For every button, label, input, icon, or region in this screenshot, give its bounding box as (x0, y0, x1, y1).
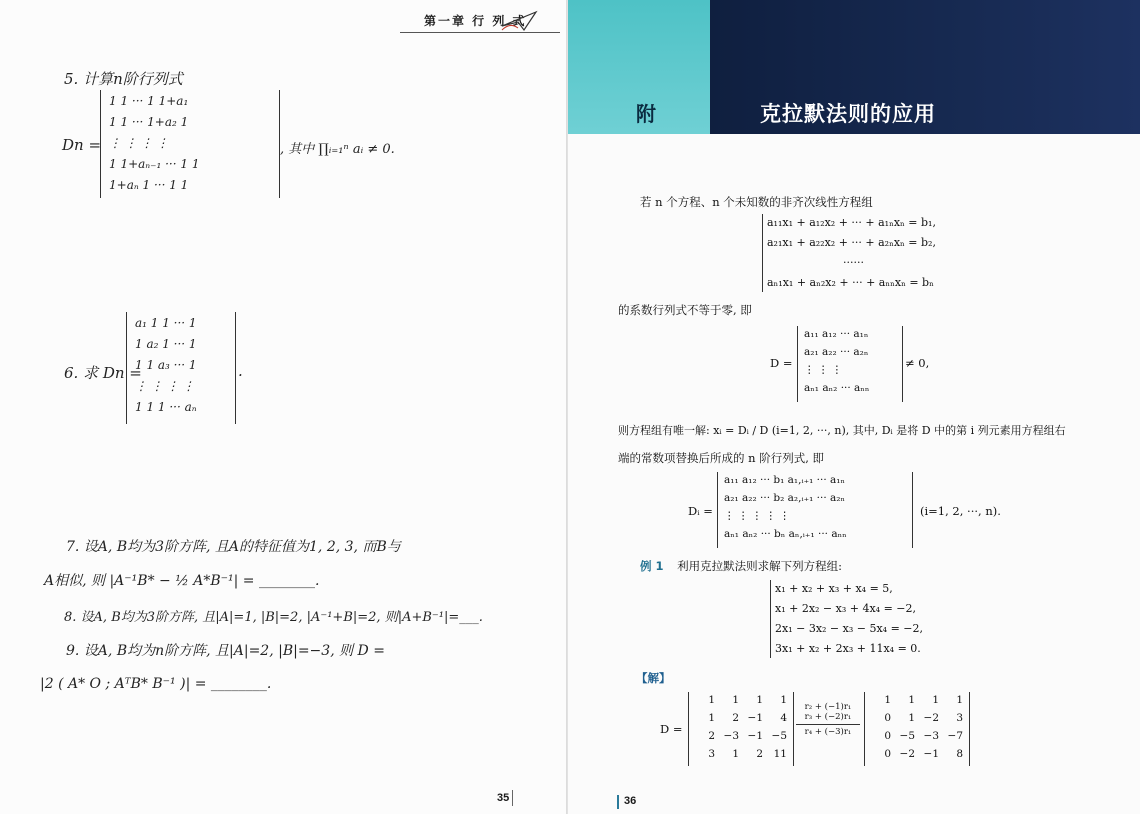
matrix-cell: 0 (884, 730, 891, 742)
row-operation: r₄ + (−3)r₁ (796, 724, 860, 737)
det-row: 1 a₂ 1 ··· 1 (135, 337, 197, 351)
matrix-cell: −3 (923, 730, 939, 742)
problem-8: 8. 设A, B均为3阶方阵, 且|A|=1, |B|=2, |A⁻¹+B|=2, 则|A+B⁻¹|=___. (64, 610, 483, 625)
page-number-rule (512, 790, 513, 806)
solution-matrix-1 (688, 692, 794, 766)
unique-solution-text: 则方程组有唯一解: xᵢ = Dᵢ / D (i=1, 2, ···, n), 其中, Dᵢ 是将 D 中的第 i 列元素用方程组右 (618, 424, 1066, 437)
equation-system (762, 214, 953, 292)
matrix-cell: 1 (908, 694, 915, 706)
equation: a₂₁x₁ + a₂₂x₂ + ··· + a₂ₙxₙ = b₂, (767, 236, 936, 249)
problem-5-condition: , 其中 ∏ᵢ₌₁ⁿ aᵢ ≠ 0. (280, 142, 395, 157)
paper-plane-icon (500, 8, 540, 34)
matrix-cell: 3 (708, 748, 715, 760)
matrix-cell: 3 (956, 712, 963, 724)
example-text: 利用克拉默法则求解下列方程组: (677, 559, 843, 573)
matrix-cell: 4 (780, 712, 787, 724)
matrix-cell: 1 (732, 694, 739, 706)
det-row: a₁₁ a₁₂ ··· b₁ a₁,ᵢ₊₁ ··· a₁ₙ (724, 474, 846, 486)
matrix-cell: 0 (884, 748, 891, 760)
solution-d-label: D = (660, 722, 683, 736)
row-operation: r₃ + (−2)r₁ (804, 712, 852, 722)
det-row: aₙ₁ aₙ₂ ··· bₙ aₙ,ᵢ₊₁ ··· aₙₙ (724, 528, 847, 540)
det-row: ⋮ ⋮ ⋮ ⋮ (109, 136, 169, 150)
matrix-cell: 11 (773, 748, 787, 760)
problem-6-end: . (238, 362, 243, 380)
det-row: 1+aₙ 1 ··· 1 1 (109, 178, 189, 192)
appendix-title: 克拉默法则的应用 (760, 102, 936, 126)
det-row: ⋮ ⋮ ⋮ ⋮ (135, 379, 195, 393)
equation: a₁₁x₁ + a₁₂x₂ + ··· + a₁ₙxₙ = b₁, (767, 216, 936, 229)
example-label: 例 1 (640, 559, 664, 573)
det-row: 1 1 a₃ ··· 1 (135, 358, 197, 372)
problem-5-label: Dn = (62, 136, 102, 154)
equation-ellipsis: ······ (843, 256, 864, 269)
det-row: a₂₁ a₂₂ ··· a₂ₙ (804, 346, 869, 358)
matrix-cell: 1 (732, 748, 739, 760)
matrix-cell: −2 (923, 712, 939, 724)
matrix-cell: 1 (780, 694, 787, 706)
intro-text: 若 n 个方程、n 个未知数的非齐次线性方程组 (640, 195, 873, 209)
matrix-cell: 1 (708, 712, 715, 724)
det-di-tail: (i=1, 2, ···, n). (920, 504, 1001, 518)
matrix-cell: 1 (908, 712, 915, 724)
matrix-cell: 1 (884, 694, 891, 706)
problem-5-title: 5. 计算n阶行列式 (64, 70, 183, 88)
matrix-cell: −5 (899, 730, 915, 742)
matrix-cell: −5 (771, 730, 787, 742)
matrix-cell: −7 (947, 730, 963, 742)
chapter-header: 第一章 行 列 式 (424, 14, 527, 28)
det-row: 1 1 ··· 1 1+a₁ (109, 94, 189, 108)
det-row: 1 1+aₙ₋₁ ··· 1 1 (109, 157, 200, 171)
problem-5-determinant (100, 90, 280, 198)
matrix-cell: 0 (884, 712, 891, 724)
left-page-number: 35 (497, 792, 510, 804)
row-operation: r₂ + (−1)r₁ (804, 702, 852, 712)
right-page-number: 36 (624, 795, 637, 807)
coefficient-text: 的系数行列式不等于零, 即 (618, 303, 752, 317)
matrix-cell: 2 (732, 712, 739, 724)
matrix-cell: −3 (723, 730, 739, 742)
example-system (770, 580, 941, 658)
det-d-label: D = (770, 356, 793, 370)
unique-solution-text-2: 端的常数项替换后所成的 n 阶行列式, 即 (618, 451, 825, 465)
det-di-label: Dᵢ = (688, 504, 713, 518)
example-heading (640, 558, 842, 574)
determinant-d (797, 326, 903, 402)
matrix-cell: 2 (756, 748, 763, 760)
determinant-di (717, 472, 913, 548)
det-row: 1 1 1 ··· aₙ (135, 400, 197, 414)
matrix-cell: −1 (747, 712, 763, 724)
problem-9-line-1: 9. 设A, B均为n阶方阵, 且|A|=2, |B|=−3, 则 D = (66, 643, 385, 659)
equation: x₁ + 2x₂ − x₃ + 4x₄ = −2, (775, 602, 917, 615)
problem-7-line-2: A相似, 则 |A⁻¹B* − ½ A*B⁻¹| = ________. (44, 573, 320, 589)
solution-matrix-2 (864, 692, 970, 766)
equation: aₙ₁x₁ + aₙ₂x₂ + ··· + aₙₙxₙ = bₙ (767, 276, 934, 289)
det-row: 1 1 ··· 1+a₂ 1 (109, 115, 189, 129)
problem-6-label: 6. 求 Dn = (64, 364, 142, 382)
matrix-cell: 8 (956, 748, 963, 760)
matrix-cell: 1 (708, 694, 715, 706)
det-row: ⋮ ⋮ ⋮ (804, 364, 843, 376)
matrix-cell: 2 (708, 730, 715, 742)
page-number-marker (617, 795, 619, 809)
det-row: ⋮ ⋮ ⋮ ⋮ ⋮ (724, 510, 790, 522)
appendix-label: 附 (636, 102, 656, 126)
equation: 2x₁ − 3x₂ − x₃ − 5x₄ = −2, (775, 622, 924, 635)
det-row: a₁₁ a₁₂ ··· a₁ₙ (804, 328, 869, 340)
matrix-cell: −1 (747, 730, 763, 742)
problem-7-line-1: 7. 设A, B均为3阶方阵, 且A的特征值为1, 2, 3, 而B与 (66, 539, 401, 555)
matrix-cell: 1 (756, 694, 763, 706)
solution-label: 【解】 (636, 671, 671, 685)
det-row: a₁ 1 1 ··· 1 (135, 316, 197, 330)
row-operations (796, 702, 860, 737)
matrix-cell: 1 (932, 694, 939, 706)
det-row: aₙ₁ aₙ₂ ··· aₙₙ (804, 382, 870, 394)
matrix-cell: 1 (956, 694, 963, 706)
matrix-cell: −2 (899, 748, 915, 760)
problem-6-determinant (126, 312, 236, 424)
equation: 3x₁ + x₂ + 2x₃ + 11x₄ = 0. (775, 642, 921, 655)
equation: x₁ + x₂ + x₃ + x₄ = 5, (775, 582, 893, 595)
problem-9-line-2: |2 ( A* O ; AᵀB* B⁻¹ )| = ________. (40, 676, 272, 692)
matrix-cell: −1 (923, 748, 939, 760)
det-row: a₂₁ a₂₂ ··· b₂ a₂,ᵢ₊₁ ··· a₂ₙ (724, 492, 846, 504)
det-d-tail: ≠ 0, (905, 356, 930, 370)
